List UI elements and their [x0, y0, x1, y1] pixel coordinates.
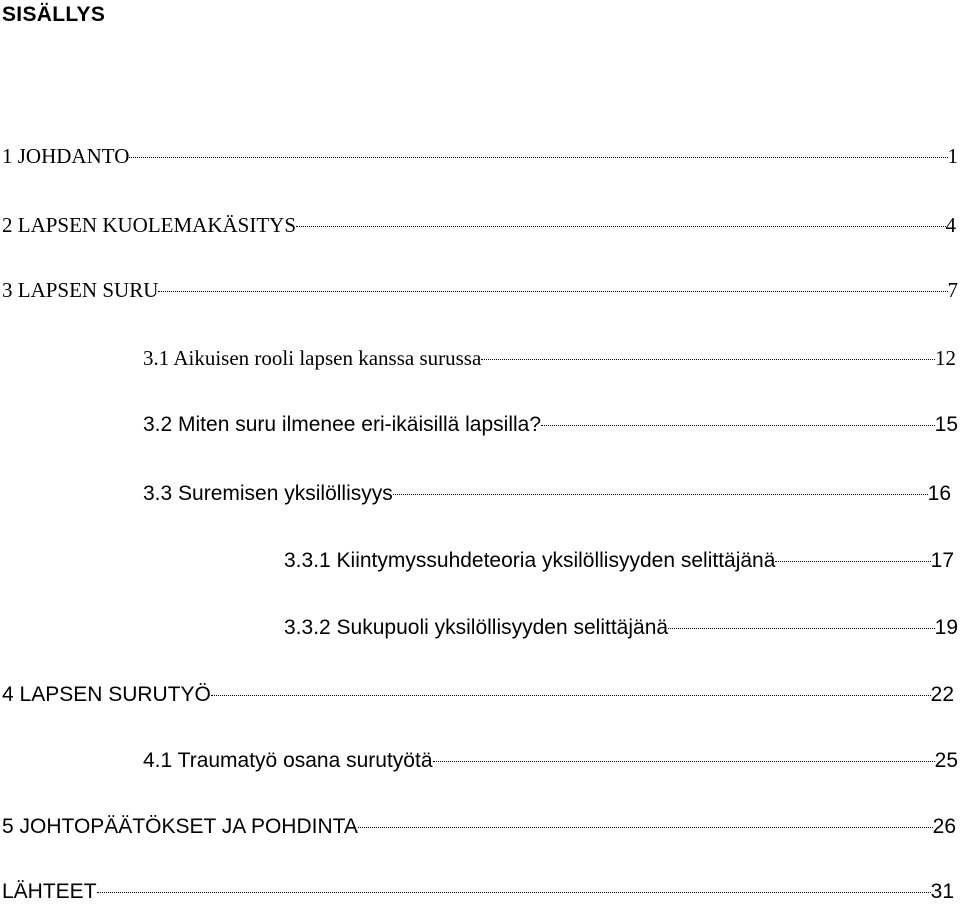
- toc-entry-leader: [668, 608, 935, 634]
- toc-entry-lapsen-kuolemakasitys[interactable]: [2, 206, 956, 238]
- toc-entry-johdanto[interactable]: [2, 137, 958, 169]
- toc-entry-title: 5 JOHTOPÄÄTÖKSET JA POHDINTA: [2, 815, 358, 838]
- toc-entry-title: 3.3 Suremisen yksilöllisyys: [143, 482, 393, 505]
- toc-entry-leader: [433, 741, 935, 767]
- toc-entry-title: 4 LAPSEN SURUTYÖ: [2, 683, 211, 706]
- toc-heading: SISÄLLYS: [2, 3, 106, 26]
- toc-entry-page: 22: [930, 683, 954, 706]
- toc-entry-lahteet[interactable]: [2, 872, 954, 905]
- toc-entry-leader: [358, 807, 933, 833]
- toc-entry-title: LÄHTEET: [2, 880, 97, 903]
- toc-entry-johtopaatokset[interactable]: [2, 807, 956, 840]
- toc-entry-aikuisen-rooli[interactable]: [143, 339, 956, 371]
- toc-entry-sukupuoli[interactable]: [284, 608, 958, 641]
- toc-entry-page: 15: [934, 413, 958, 436]
- toc-entry-title: 3.3.1 Kiintymyssuhdeteoria yksilöllisyyden selittäjänä: [284, 549, 776, 572]
- toc-entry-title: 2 LAPSEN KUOLEMAKÄSITYS: [2, 213, 297, 237]
- toc-entry-title: 4.1 Traumatyö osana surutyötä: [143, 749, 433, 772]
- toc-entry-page: 12: [935, 346, 956, 370]
- toc-entry-page: 19: [934, 616, 958, 639]
- toc-entry-title: 3.2 Miten suru ilmenee eri-ikäisillä lapsilla?: [143, 413, 542, 436]
- toc-entry-title: 1 JOHDANTO: [2, 144, 130, 168]
- toc-entry-leader: [97, 872, 931, 898]
- toc-entry-kiintymyssuhdeteoria[interactable]: [284, 541, 954, 574]
- toc-entry-title: 3.3.2 Sukupuoli yksilöllisyyden selittäjänä: [284, 616, 669, 639]
- toc-entry-page: 25: [934, 749, 958, 772]
- toc-entry-leader: [541, 405, 935, 431]
- toc-entry-page: 17: [930, 549, 954, 572]
- toc-entry-page: 26: [932, 815, 956, 838]
- toc-entry-title: 3 LAPSEN SURU: [2, 278, 159, 302]
- toc-entry-page: 7: [947, 278, 958, 302]
- toc-entry-miten-suru-ilmenee[interactable]: [143, 405, 958, 438]
- toc-entry-title: 3.1 Aikuisen rooli lapsen kanssa surussa: [143, 346, 482, 370]
- toc-entry-page: 4: [945, 213, 956, 237]
- toc-entry-lapsen-suru[interactable]: [2, 271, 958, 303]
- toc-entry-leader: [775, 541, 930, 567]
- toc-entry-leader: [393, 474, 928, 500]
- toc-entry-page: 31: [930, 880, 954, 903]
- toc-entry-lapsen-surutyo[interactable]: [2, 675, 954, 708]
- toc-entry-leader: [129, 137, 947, 163]
- toc-entry-page: 16: [927, 482, 951, 505]
- toc-entry-leader: [296, 206, 945, 232]
- toc-entry-page: 1: [947, 144, 958, 168]
- toc-entry-leader: [158, 271, 947, 297]
- toc-entry-leader: [481, 339, 935, 365]
- toc-entry-traumatyo[interactable]: [143, 741, 958, 774]
- toc-entry-suremisen-yksilollisyys[interactable]: [143, 474, 951, 507]
- toc-entry-leader: [211, 675, 931, 701]
